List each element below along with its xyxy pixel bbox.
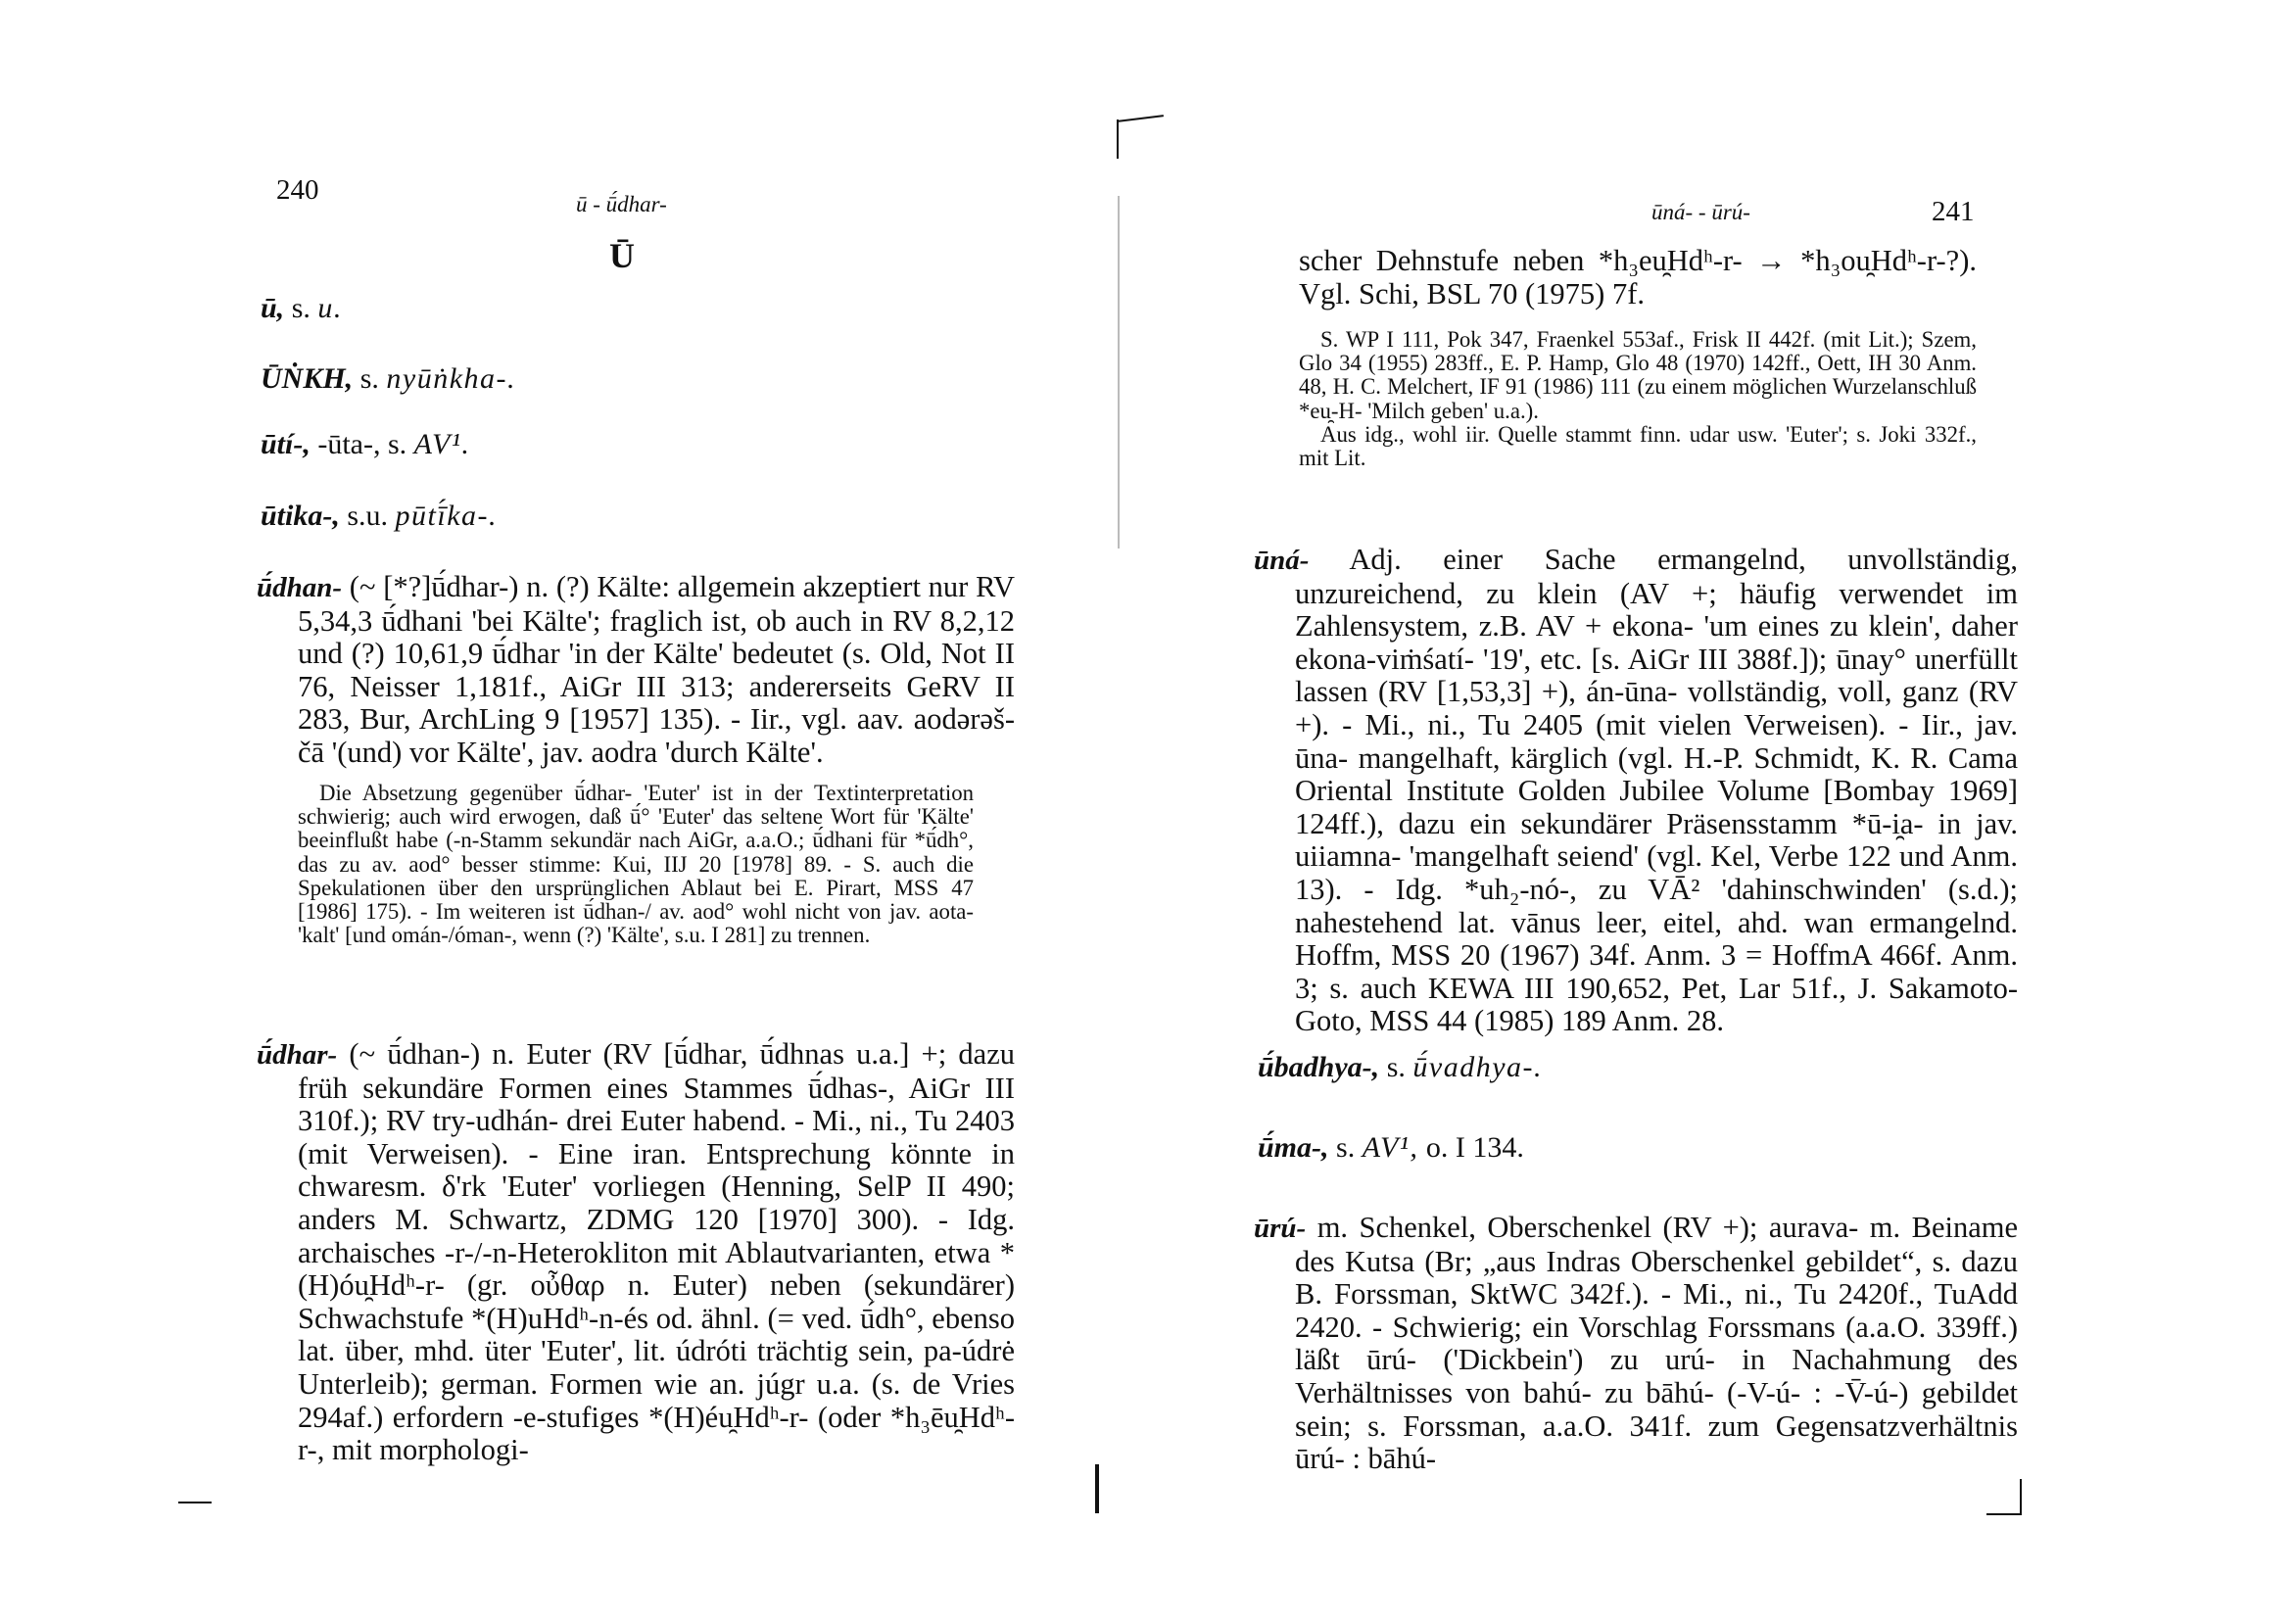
right-page (1126, 0, 2296, 1622)
entry-uma: ū́ma-, s. AV¹, o. I 134. (1258, 1131, 1524, 1164)
continuation-note: S. WP I 111, Pok 347, Fraenkel 553af., Frisk II 442f. (mit Lit.); Szem, Glo 34 (1955) 283ff., E. P. Hamp, Glo 48 (1970) 142ff., Oett, IH 30 Anm. 48, H. C. Melchert, IF 91 (1986) 111 (zu einem möglichen Wurzelanschluß *eu̯-H- 'Milch geben' u.a.). Aus idg., wohl iir. Quelle stammt finn. udar usw. 'Euter'; s. Joki 332f., mit Lit. (1299, 327, 1977, 471)
crop-mark (178, 1502, 212, 1503)
entry-udhan-note: Die Absetzung gegenüber ū́dhar- 'Euter' ist in der Textinterpretation schwierig; auch wird erwogen, daß ū́° 'Euter' das seltene Wort für 'Kälte' beeinflußt habe (-n-Stamm sekundär nach AiGr, a.a.O.; ū́dhani für *ū́dh°, das zu av. aod° besser stimme: Kui, IIJ 20 [1978] 89. - S. auch die Spekulationen über den ursprünglichen Ablaut bei E. Pirart, MSS 47 [1986] 175). - Im weiteren ist ū́dhan-/ av. aod° wohl nicht von jav. aota- 'kalt' [und omán-/óman-, wenn (?) 'Kälte', s.u. I 281] zu trennen. (298, 781, 974, 948)
entry-udhar: ū́dhar- (~ ū́dhan-) n. Euter (RV [ū́dhar, ū́dhnas u.a.] +; dazu früh sekundäre Formen eines Stammes ū́dhas-, AiGr III 310f.); RV try-udhán- drei Euter habend. - Mi., ni., Tu 2403 (mit Verweisen). - Eine iran. Entsprechung könnte in chwaresm. δ'rk 'Euter' vorliegen (Henning, SelP II 490; anders M. Schwartz, ZDMG 120 [1970] 300). - Idg. archaisches -r-/-n-Heterokliton mit Ablautvarianten, etwa *(H)óu̯Hdʰ-r- (gr. οὖθαρ n. Euter) neben (sekundärer) Schwachstufe *(H)uHdʰ-n-és od. ähnl. (= ved. ū́dh°, ebenso lat. über, mhd. üter 'Euter', lit. údróti trächtig sein, pa-údrė Unterleib); german. Formen wie an. júgr u.a. (s. de Vries 294af.) erfordern -e-stufiges *(H)éu̯Hdʰ-r- (oder *h₃ēu̯Hdʰ-r-, mit morphologi- (257, 1037, 1015, 1467)
entry-ubadhya: ū́badhya-, s. ū́vadhya-. (1258, 1051, 1543, 1083)
page-number: 240 (276, 174, 319, 206)
entry-unkh: ŪṄKH, s. nyūṅkha-. (261, 362, 516, 395)
running-head: ūná- - ūrú- (1651, 200, 1750, 224)
left-page (0, 0, 1126, 1622)
page-number: 241 (1932, 196, 1975, 227)
entry-u: ū, s. u. (261, 292, 343, 324)
entry-utika: ūtika-, s.u. pūtī́ka-. (261, 500, 499, 532)
entry-una: ūná- Adj. einer Sache ermangelnd, unvollständig, unzureichend, zu klein (AV +; häufig verwendet im Zahlensystem, z.B. AV + ekona- 'um eines zu klein', daher ekona-viṁśatí- '19', etc. [s. AiGr III 388f.]); ūnay° unerfüllt lassen (RV [1,53,3] +), án-ūna- vollständig, voll, ganz (RV +). - Mi., ni., Tu 2405 (mit vielen Verweisen). - Iir., jav. ūna- mangelhaft, kärglich (vgl. H.-P. Schmidt, K. R. Cama Oriental Institute Golden Jubilee Volume [Bombay 1969] 124ff.), dazu ein sekundärer Präsensstamm *ū-i̯a- in jav. uiiamna- 'mangelhaft seiend' (vgl. Kel, Verbe 122 und Anm. 13). - Idg. *uh₂-nó-, zu VĀ² 'dahinschwinden' (s.d.); nahestehend lat. vānus leer, eitel, ahd. wan ermangelnd. Hoffm, MSS 20 (1967) 34f. Anm. 3 = HoffmA 466f. Anm. 3; s. auch KEWA III 190,652, Pet, Lar 51f., J. Sakamoto-Goto, MSS 44 (1985) 189 Anm. 28. (1254, 543, 2018, 1038)
entry-udhan: ū́dhan- (~ [*?]ū́dhar-) n. (?) Kälte: allgemein akzeptiert nur RV 5,34,3 ū́dhani 'bei Kälte'; fraglich ist, ob auch in RV 8,2,12 und (?) 10,61,9 ū́dhar 'in der Kälte' bedeutet (s. Old, Not II 76, Neisser 1,181f., AiGr III 313; andererseits GeRV II 283, Bur, ArchLing 9 [1957] 135). - Iir., vgl. aav. aodərəš-čā '(und) vor Kälte', jav. aodra 'durch Kälte'. (257, 570, 1015, 769)
crop-mark-top-stem (1117, 119, 1119, 159)
entry-uti: ūtí-, -ūta-, s. AV¹. (261, 428, 471, 460)
gutter-line (1118, 196, 1120, 549)
crop-mark-bottom (1095, 1464, 1099, 1513)
crop-mark-bottom-right-stem (2020, 1479, 2022, 1515)
crop-mark-bottom-right (1986, 1513, 2022, 1515)
section-letter: Ū (609, 236, 635, 275)
entry-uru: ūrú- m. Schenkel, Oberschenkel (RV +); aurava- m. Beiname des Kutsa (Br; „aus Indras Oberschenkel gebildet“, s. dazu B. Forssman, SktWC 342f.). - Mi., ni., Tu 2420f., TuAdd 2420. - Schwierig; ein Vorschlag Forssmans (a.a.O. 339ff.) läßt ūrú- ('Dickbein') zu urú- in Nachahmung des Verhältnisses von bahú- zu bāhú- (-V-ú- : -V̄-ú-) gebildet sein; s. Forssman, a.a.O. 341f. zum Gegensatzverhältnis ūrú- : bāhú- (1254, 1211, 2018, 1476)
running-head: ū - ū́dhar- (576, 192, 667, 216)
continuation-text: scher Dehnstufe neben *h₃eu̯Hdʰ-r- → *h₃ou̯Hdʰ-r-?). Vgl. Schi, BSL 70 (1975) 7f. (1299, 244, 1977, 310)
